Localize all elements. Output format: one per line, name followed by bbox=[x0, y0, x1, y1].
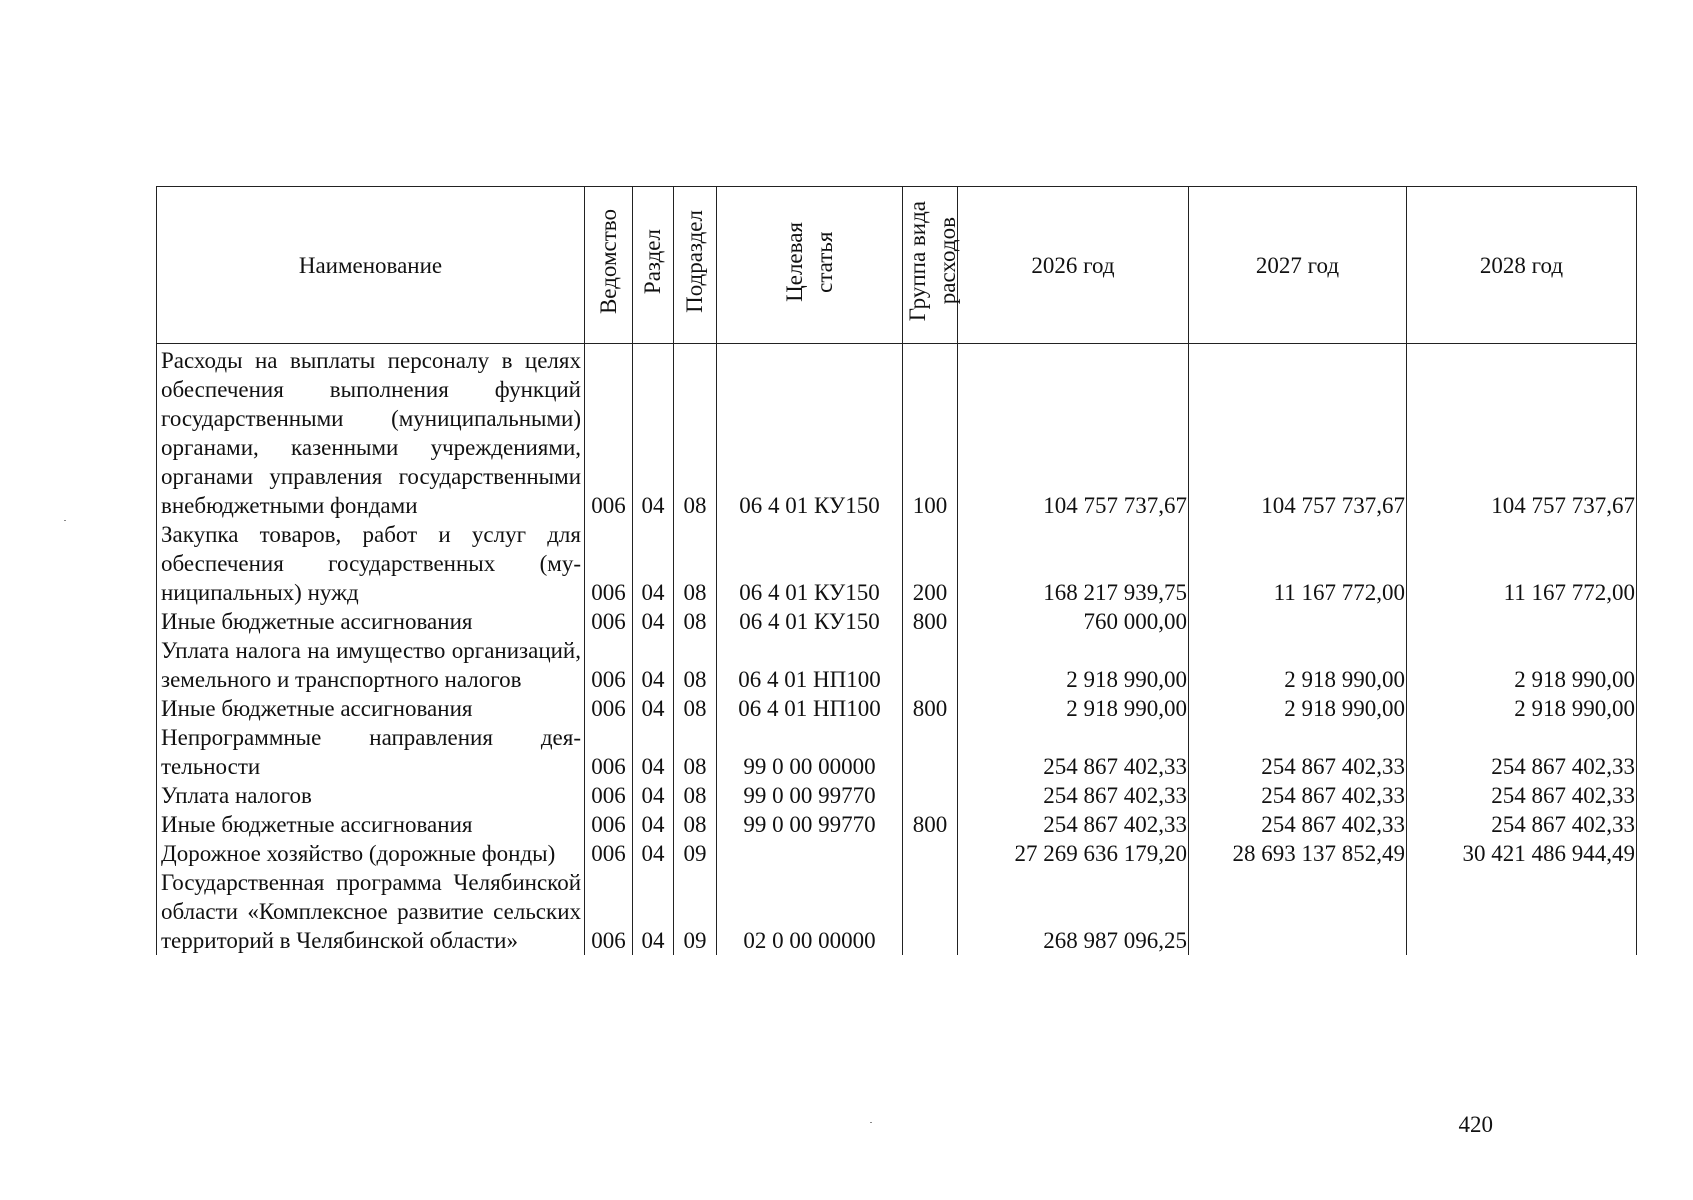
header-target bbox=[717, 187, 903, 344]
cell-group: 100 bbox=[903, 344, 958, 521]
cell-target: 99 0 00 99770 bbox=[717, 781, 903, 810]
cell-2026: 254 867 402,33 bbox=[958, 781, 1189, 810]
cell-subsection: 09 bbox=[674, 868, 717, 955]
table-row bbox=[157, 723, 1637, 781]
cell-2027: 254 867 402,33 bbox=[1189, 723, 1407, 781]
table-row bbox=[157, 810, 1637, 839]
cell-2028: 11 167 772,00 bbox=[1407, 520, 1637, 607]
cell-section: 04 bbox=[633, 694, 674, 723]
cell-2028: 104 757 737,67 bbox=[1407, 344, 1637, 521]
cell-group: 800 bbox=[903, 694, 958, 723]
cell-name: Иные бюджетные ассигнования bbox=[157, 694, 585, 723]
cell-2026: 254 867 402,33 bbox=[958, 723, 1189, 781]
cell-target: 06 4 01 НП100 bbox=[717, 694, 903, 723]
cell-subsection: 08 bbox=[674, 810, 717, 839]
cell-section: 04 bbox=[633, 520, 674, 607]
cell-target: 02 0 00 00000 bbox=[717, 868, 903, 955]
header-subsection bbox=[674, 187, 717, 344]
cell-section: 04 bbox=[633, 781, 674, 810]
budget-table-sheet bbox=[156, 186, 1637, 955]
cell-2026: 104 757 737,67 bbox=[958, 344, 1189, 521]
cell-2026: 254 867 402,33 bbox=[958, 810, 1189, 839]
cell-2027 bbox=[1189, 868, 1407, 955]
table-row bbox=[157, 839, 1637, 868]
cell-section: 04 bbox=[633, 344, 674, 521]
header-section-label: Раздел bbox=[640, 228, 665, 295]
cell-target bbox=[717, 839, 903, 868]
header-dept bbox=[585, 187, 633, 344]
header-group-line1: Группа вида bbox=[905, 201, 930, 322]
header-group-line2: расходов bbox=[935, 217, 960, 306]
cell-2027: 11 167 772,00 bbox=[1189, 520, 1407, 607]
header-group bbox=[903, 187, 958, 344]
cell-2026: 2 918 990,00 bbox=[958, 636, 1189, 694]
cell-section: 04 bbox=[633, 810, 674, 839]
table-row bbox=[157, 607, 1637, 636]
cell-2028: 2 918 990,00 bbox=[1407, 694, 1637, 723]
cell-2028: 254 867 402,33 bbox=[1407, 723, 1637, 781]
cell-group: 800 bbox=[903, 810, 958, 839]
cell-2028: 254 867 402,33 bbox=[1407, 781, 1637, 810]
table-header bbox=[157, 187, 1637, 344]
cell-dept: 006 bbox=[585, 810, 633, 839]
header-2026 bbox=[958, 187, 1189, 344]
cell-dept: 006 bbox=[585, 723, 633, 781]
cell-2027: 28 693 137 852,49 bbox=[1189, 839, 1407, 868]
cell-dept: 006 bbox=[585, 839, 633, 868]
cell-subsection: 08 bbox=[674, 636, 717, 694]
cell-2027 bbox=[1189, 607, 1407, 636]
cell-2028: 2 918 990,00 bbox=[1407, 636, 1637, 694]
cell-subsection: 08 bbox=[674, 520, 717, 607]
cell-2026: 760 000,00 bbox=[958, 607, 1189, 636]
header-target-line2: статья bbox=[811, 230, 837, 293]
budget-table bbox=[156, 186, 1637, 955]
cell-subsection: 09 bbox=[674, 839, 717, 868]
cell-subsection: 08 bbox=[674, 694, 717, 723]
header-name-label: Наименование bbox=[298, 252, 443, 278]
cell-section: 04 bbox=[633, 839, 674, 868]
cell-group bbox=[903, 781, 958, 810]
cell-group bbox=[903, 636, 958, 694]
header-subsection-label: Подраздел bbox=[682, 210, 707, 313]
cell-2026: 2 918 990,00 bbox=[958, 694, 1189, 723]
cell-name: Иные бюджетные ассигнования bbox=[157, 607, 585, 636]
scan-speck bbox=[870, 1122, 872, 1123]
cell-subsection: 08 bbox=[674, 344, 717, 521]
cell-dept: 006 bbox=[585, 636, 633, 694]
table-body bbox=[157, 344, 1637, 956]
cell-section: 04 bbox=[633, 636, 674, 694]
cell-2027: 254 867 402,33 bbox=[1189, 810, 1407, 839]
cell-2026: 27 269 636 179,20 bbox=[958, 839, 1189, 868]
table-row bbox=[157, 781, 1637, 810]
cell-name: Дорожное хозяйство (дорожные фонды) bbox=[157, 839, 585, 868]
cell-2028 bbox=[1407, 607, 1637, 636]
header-2027 bbox=[1189, 187, 1407, 344]
cell-2028: 254 867 402,33 bbox=[1407, 810, 1637, 839]
cell-2027: 2 918 990,00 bbox=[1189, 636, 1407, 694]
cell-name: Закупка товаров, работ и услуг для обеспечения государственных (муниципальных) нужд bbox=[157, 520, 585, 607]
cell-group bbox=[903, 839, 958, 868]
cell-dept: 006 bbox=[585, 344, 633, 521]
cell-target: 06 4 01 КУ150 bbox=[717, 520, 903, 607]
cell-subsection: 08 bbox=[674, 781, 717, 810]
cell-name: Иные бюджетные ассигнования bbox=[157, 810, 585, 839]
header-dept-label: Ведомство bbox=[595, 208, 621, 315]
table-row bbox=[157, 636, 1637, 694]
header-target-label bbox=[780, 222, 840, 302]
table-row bbox=[157, 694, 1637, 723]
cell-dept: 006 bbox=[585, 868, 633, 955]
header-group-label bbox=[903, 201, 963, 321]
cell-name: Государственная программа Челябинской области «Комплексное развитие сельских территорий в Челябинской области» bbox=[157, 868, 585, 955]
cell-section: 04 bbox=[633, 868, 674, 955]
cell-group: 200 bbox=[903, 520, 958, 607]
cell-2026: 268 987 096,25 bbox=[958, 868, 1189, 955]
cell-group bbox=[903, 868, 958, 955]
header-name bbox=[157, 187, 585, 344]
header-2026-label: 2026 год bbox=[1031, 252, 1115, 278]
cell-group: 800 bbox=[903, 607, 958, 636]
cell-name: Уплата налога на имущество организаций, земельного и транспортного налогов bbox=[157, 636, 585, 694]
cell-section: 04 bbox=[633, 723, 674, 781]
cell-2028 bbox=[1407, 868, 1637, 955]
cell-target: 99 0 00 99770 bbox=[717, 810, 903, 839]
cell-target: 06 4 01 КУ150 bbox=[717, 607, 903, 636]
cell-name: Расходы на выплаты персоналу в целях обеспечения выполнения функций государственными (муниципальными) органами, казенными учреждениями, органами управления государственными внебюджетными фондами bbox=[157, 344, 585, 521]
header-2028 bbox=[1407, 187, 1637, 344]
cell-subsection: 08 bbox=[674, 607, 717, 636]
cell-name: Уплата налогов bbox=[157, 781, 585, 810]
cell-dept: 006 bbox=[585, 694, 633, 723]
scan-speck bbox=[64, 520, 66, 521]
cell-2027: 2 918 990,00 bbox=[1189, 694, 1407, 723]
table-row bbox=[157, 868, 1637, 955]
table-row bbox=[157, 344, 1637, 521]
header-section bbox=[633, 187, 674, 344]
cell-2028: 30 421 486 944,49 bbox=[1407, 839, 1637, 868]
cell-group bbox=[903, 723, 958, 781]
header-target-line1: Целевая bbox=[781, 221, 807, 302]
cell-dept: 006 bbox=[585, 607, 633, 636]
cell-subsection: 08 bbox=[674, 723, 717, 781]
cell-2027: 254 867 402,33 bbox=[1189, 781, 1407, 810]
page-number: 420 bbox=[1458, 1112, 1493, 1137]
cell-name: Непрограммные направления деятельности bbox=[157, 723, 585, 781]
cell-2026: 168 217 939,75 bbox=[958, 520, 1189, 607]
cell-section: 04 bbox=[633, 607, 674, 636]
cell-target: 06 4 01 НП100 bbox=[717, 636, 903, 694]
cell-dept: 006 bbox=[585, 781, 633, 810]
cell-2027: 104 757 737,67 bbox=[1189, 344, 1407, 521]
cell-target: 99 0 00 00000 bbox=[717, 723, 903, 781]
header-2027-label: 2027 год bbox=[1255, 252, 1340, 278]
header-2028-label: 2028 год bbox=[1479, 252, 1564, 278]
table-row bbox=[157, 520, 1637, 607]
cell-dept: 006 bbox=[585, 520, 633, 607]
cell-target: 06 4 01 КУ150 bbox=[717, 344, 903, 521]
